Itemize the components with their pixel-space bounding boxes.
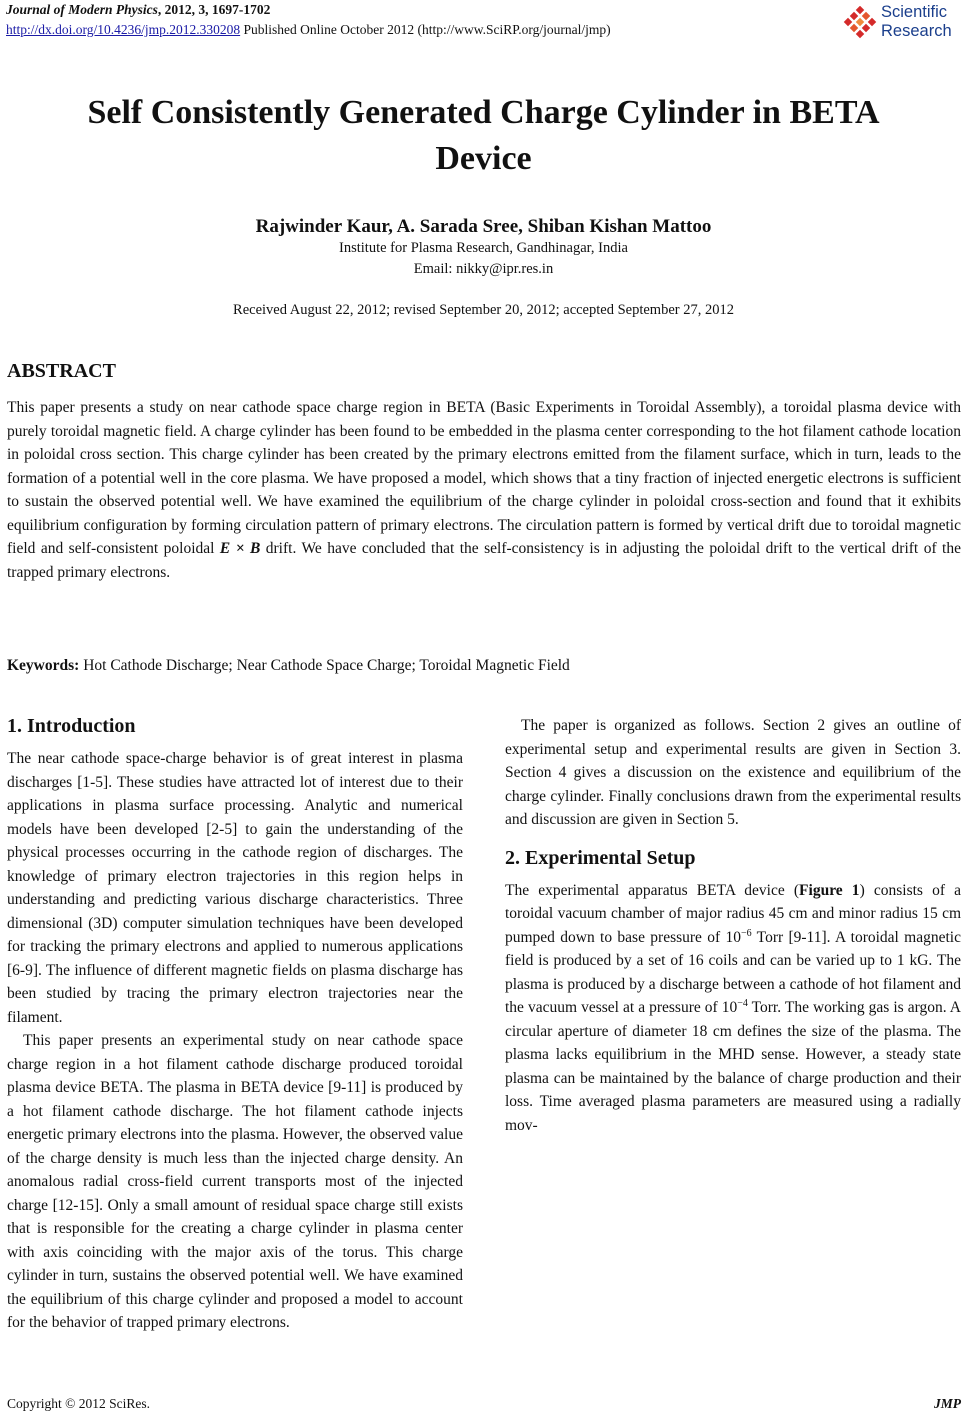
keywords-label: Keywords: — [7, 657, 80, 674]
page-header — [6, 2, 961, 46]
scirp-diamond-icon — [843, 6, 877, 40]
journal-name: Journal of Modern Physics — [6, 2, 158, 17]
publication-info: Published Online October 2012 (http://www.SciRP.org/journal/jmp) — [240, 22, 611, 37]
abstract-text-main: This paper presents a study on near cathode space charge region in BETA (Basic Experiments in Toroidal Assembly), a toroidal plasma device with purely toroidal magnetic field. A charge cylinder has been found to be embedded in the plasma center corresponding to the hot filament cathode location in poloidal cross section. This charge cylinder has been created by the primary electrons emitted from the filament surface, which in turn, leads to the formation of a potential well in the core plasma. We have proposed a model, which shows that a tiny fraction of injected energetic electrons is sufficient to sustain the observed potential well. We have examined the equilibrium of the charge cylinder in poloidal cross-section and found that it exhibits equilibrium configuration by forming circulation pattern of primary electrons. The circulation pattern is formed by vertical drift due to toroidal magnetic field and self-consistent poloidal — [7, 399, 961, 557]
section-heading-introduction: 1. Introduction — [7, 715, 136, 737]
pressure-exponent-2: −4 — [737, 997, 748, 1009]
figure-1-reference[interactable]: Figure 1 — [799, 881, 860, 899]
intro-paragraph-3: The paper is organized as follows. Section 2 gives an outline of experimental setup and experimental results are given in Section 3. Section 4 gives a discussion on the existence and equilibrium of the charge cylinder. Finally conclusions drawn from the experimental results and discussion are given in Section 5. — [505, 717, 961, 828]
experimental-text-c: Torr [9-11]. A toroidal magnetic field is produced by a set of 16 coils and can be varied up to 1 kG. The plasma is produced by a discharge between a cathode of hot filament and the vacuum vessel at a pressure of 10 — [505, 928, 961, 1016]
author-email: Email: nikky@ipr.res.in — [413, 261, 554, 277]
journal-volume: , 2012, 3, 1697-1702 — [157, 2, 271, 17]
left-column — [7, 714, 463, 1335]
logo-text-line2: Research — [881, 22, 952, 40]
experimental-text-b: ) consists of a toroidal vacuum chamber of major radius 45 cm and minor radius 15 cm pumped down to base pressure of 10 — [505, 881, 962, 946]
pressure-exponent-1: −6 — [741, 927, 752, 939]
paper-authors: Rajwinder Kaur, A. Sarada Sree, Shiban Kishan Mattoo — [255, 216, 712, 237]
publisher-logo — [843, 2, 961, 46]
abstract-text — [7, 396, 961, 584]
experimental-text-d: Torr. The working gas is argon. A circular aperture of diameter 18 cm defines the size of the plasma. The plasma lacks equilibrium in the MHD sense. However, a steady state plasma can be maintained by the balance of charge production and their loss. Time averaged plasma parameters are measured using a radially mov- — [505, 999, 961, 1134]
journal-citation — [6, 2, 270, 18]
logo-text-line1: Scientific — [881, 3, 948, 21]
journal-abbreviation: JMP — [934, 1396, 961, 1411]
experimental-text-a: The experimental apparatus BETA device ( — [505, 881, 800, 899]
keywords — [7, 657, 961, 675]
abstract-heading: ABSTRACT — [7, 360, 116, 382]
received-dates: Received August 22, 2012; revised September 20, 2012; accepted September 27, 2012 — [233, 302, 734, 318]
doi-line — [6, 22, 611, 38]
doi-link[interactable]: http://dx.doi.org/10.4236/jmp.2012.330208 — [6, 22, 241, 37]
section-heading-experimental-setup: 2. Experimental Setup — [505, 846, 696, 869]
page-footer — [7, 1396, 961, 1412]
intro-paragraph-2: This paper presents an experimental study on near cathode space charge region in a hot filament cathode discharge produced toroidal plasma device BETA. The plasma in BETA device [9-11] is produced by a hot filament cathode discharge. The hot filament cathode injects energetic primary electrons into the plasma. However, the observed value of the charge density is much less than the injected charge density. An anomalous radial cross-field current transports most of the injected charge [12-15]. Only a small amount of residual space charge still exists that is responsible for the creating a charge cylinder in plasma center with axis coinciding with the major axis of the torus. This charge cylinder in turn, sustains the observed potential well. We have examined the equilibrium of this charge cylinder and proposed a model to account for the behavior of trapped primary electrons. — [7, 1032, 463, 1331]
abstract-text-end: drift. We have concluded that the self-consistency is in adjusting the poloidal drift to the vertical drift of the trapped primary electrons. — [7, 540, 961, 581]
abstract-emphasis: E × B — [219, 540, 261, 557]
intro-paragraph-1: The near cathode space-charge behavior is of great interest in plasma discharges [1-5]. These studies have attracted lot of interest due to their applications in plasma surface processing. Analytic and numerical models have been developed [2-5] to gain the understanding of the physical processes occurring in the cathode region of discharges. The knowledge of primary electron trajectories in this region helps in understanding and predicting various discharge characteristics. Three dimensional (3D) computer simulation techniques have been developed for tracking the primary electrons and applied to numerous applications [6-9]. The influence of different magnetic fields on plasma discharge has been studied by tracing the primary electron trajectories near the filament. — [7, 750, 463, 1026]
right-column — [505, 714, 961, 1137]
experimental-paragraph — [505, 879, 961, 1138]
keywords-text: Hot Cathode Discharge; Near Cathode Space Charge; Toroidal Magnetic Field — [79, 657, 570, 674]
copyright-notice: Copyright © 2012 SciRes. — [7, 1396, 151, 1411]
author-affiliation: Institute for Plasma Research, Gandhinagar, India — [339, 240, 628, 256]
paper-title: Self Consistently Generated Charge Cylinder in BETA Device — [87, 94, 880, 177]
